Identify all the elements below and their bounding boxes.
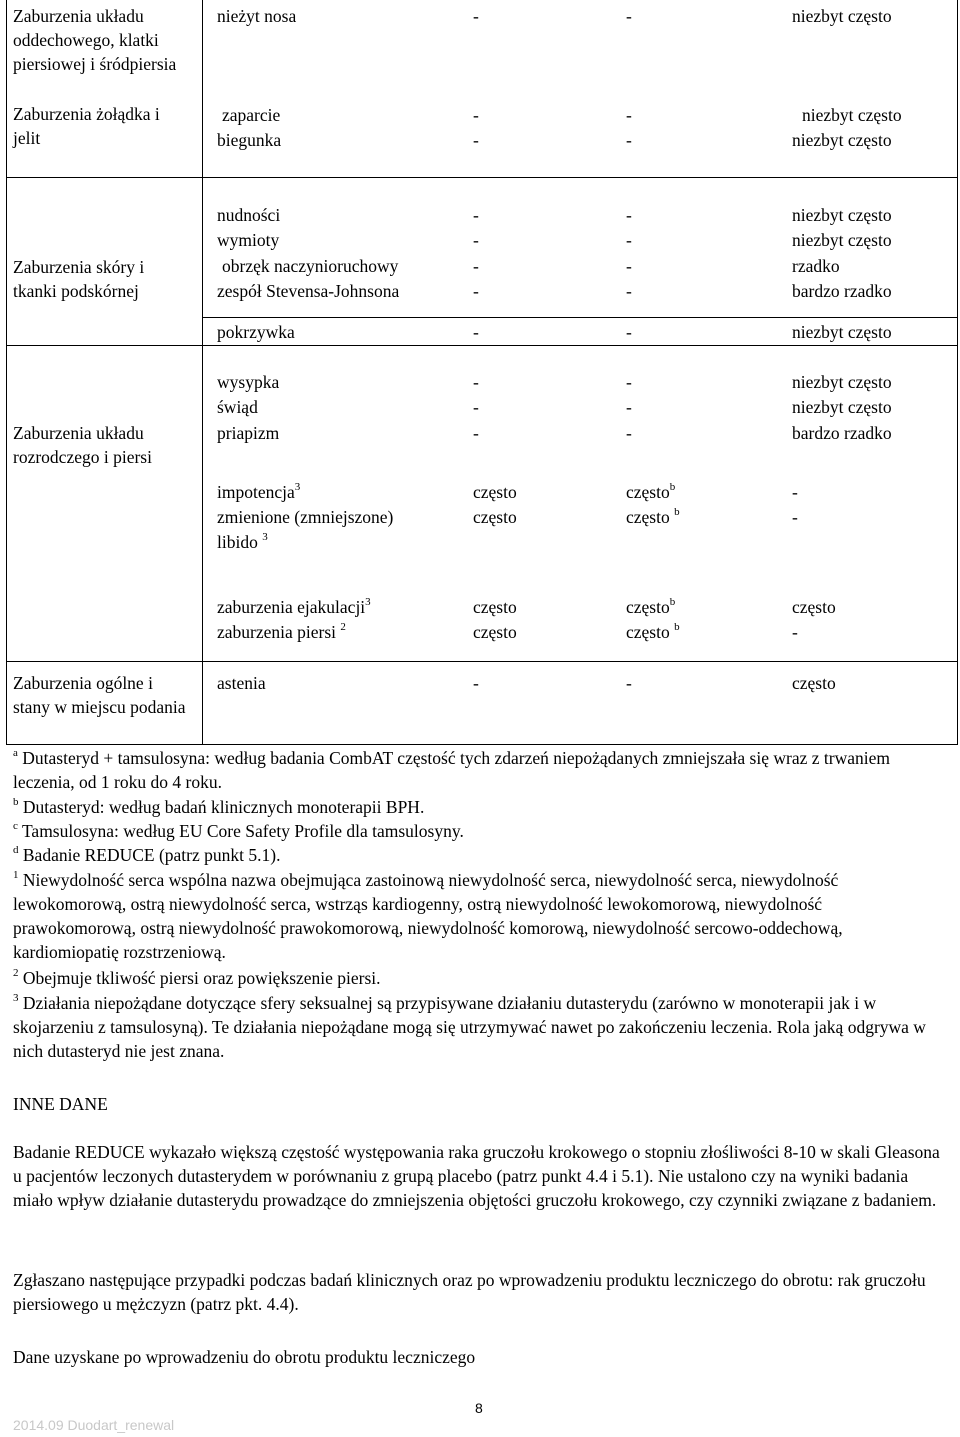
group-label-skin: Zaburzenia skóry i tkanki podskórnej <box>13 257 145 301</box>
cell-col3: niezbyt często <box>792 397 892 417</box>
cell-col2: - <box>626 105 632 125</box>
cell-col1: - <box>473 205 479 225</box>
cell-col1: - <box>473 281 479 301</box>
cell-col1: często <box>473 597 517 617</box>
group-label-general: Zaburzenia ogólne i stany w miejscu podania <box>13 673 186 717</box>
document-id: 2014.09 Duodart_renewal <box>13 1417 175 1433</box>
footnote-1: $^1$ Niewydolność serca wspólna nazwa obejmująca zastoinową niewydolność serca, niewydolność serca, niewydolność lewokomorową, ostrą niewydolność serca, wstrząs kardiogenny, ostrą niewydolność lewokomorową, niewydolność prawokomorową, ostrą niewydolność prawokomorową, niewydolność komorową, niewydolność sercowo-oddechową, kardiomiopatię rozstrzeniową. <box>13 869 843 962</box>
cell-col3: rzadko <box>792 256 840 276</box>
row-name: impotencja$^3$ <box>217 481 301 502</box>
cell-col3: - <box>792 622 798 642</box>
cell-col2: często$^b$ <box>626 596 676 617</box>
footnote-b: $^b$ Dutasteryd: według badań klinicznych monoterapii BPH. <box>13 796 425 817</box>
section-heading: INNE DANE <box>13 1094 108 1114</box>
row-name: świąd <box>217 397 258 417</box>
cell-col3: często <box>792 597 836 617</box>
row-name: priapizm <box>217 423 280 443</box>
cell-col3: niezbyt często <box>792 205 892 225</box>
page-number: 8 <box>475 1400 483 1416</box>
cell-col2: - <box>626 6 632 26</box>
cell-col1: - <box>473 256 479 276</box>
cell-col3: niezbyt często <box>792 322 892 342</box>
cell-col2: - <box>626 230 632 250</box>
cell-col1: - <box>473 322 479 342</box>
cell-col1: często <box>473 622 517 642</box>
group-label-respiratory: Zaburzenia układu oddechowego, klatki piersiowej i śródpiersia <box>13 6 177 74</box>
footnote-3: $^3$ Działania niepożądane dotyczące sfery seksualnej są przypisywane działaniu dutasterydu (zarówno w monoterapii jak i w skojarzeniu z tamsulosyną). Te działania niepożądane mogą się utrzymywać nawet po zakończeniu leczenia. Rola jaką odgrywa w nich dutasteryd nie jest znana. <box>13 992 926 1061</box>
table-border-right <box>957 0 958 745</box>
cell-col3: bardzo rzadko <box>792 423 892 443</box>
footnote-c: $^c$ Tamsulosyna: według EU Core Safety Profile dla tamsulosyny. <box>13 820 464 841</box>
row-name: zaburzenia piersi $^2$ <box>217 621 346 642</box>
cell-col3: niezbyt często <box>802 105 902 125</box>
cell-col1: - <box>473 105 479 125</box>
row-name: obrzęk naczynioruchowy <box>222 256 399 276</box>
row-name: zmienione (zmniejszone) <box>217 507 394 527</box>
cell-col1: - <box>473 397 479 417</box>
group-divider <box>6 177 958 178</box>
row-name: nieżyt nosa <box>217 6 297 26</box>
cell-col3: często <box>792 673 836 693</box>
cell-col2: często$^b$ <box>626 481 676 502</box>
footnote-a: $^a$ Dutasteryd + tamsulosyna: według badania CombAT częstość tych zdarzeń niepożądanych zmniejszała się wraz z trwaniem leczenia, od 1 roku do 4 roku. <box>13 747 890 792</box>
cell-col2: często $^b$ <box>626 506 680 527</box>
row-name: zaburzenia ejakulacji$^3$ <box>217 596 371 617</box>
cell-col2: - <box>626 205 632 225</box>
cell-col1: - <box>473 230 479 250</box>
cell-col2: - <box>626 673 632 693</box>
cell-col1: często <box>473 507 517 527</box>
cell-col1: - <box>473 130 479 150</box>
cell-col3: niezbyt często <box>792 230 892 250</box>
cell-col3: bardzo rzadko <box>792 281 892 301</box>
group-label-gastro: Zaburzenia żołądka i jelit <box>13 104 160 148</box>
cell-col3: niezbyt często <box>792 372 892 392</box>
cell-col1: często <box>473 482 517 502</box>
cell-col1: - <box>473 423 479 443</box>
cell-col1: - <box>473 372 479 392</box>
row-name: wymioty <box>217 230 280 250</box>
cell-col2: - <box>626 256 632 276</box>
row-name: wysypka <box>217 372 280 392</box>
row-name: zespół Stevensa-Johnsona <box>217 281 400 301</box>
cell-col3: niezbyt często <box>792 130 892 150</box>
table-border-left <box>6 0 7 745</box>
row-name: zaparcie <box>222 105 281 125</box>
paragraph-postmarketing: Dane uzyskane po wprowadzeniu do obrotu produktu leczniczego <box>13 1347 476 1367</box>
cell-col3: - <box>792 507 798 527</box>
cell-col3: - <box>792 482 798 502</box>
group-divider <box>6 661 958 662</box>
paragraph-reduce: Badanie REDUCE wykazało większą częstość występowania raka gruczołu krokowego o stopniu złośliwości 8-10 w skali Gleasona u pacjentów leczonych dutasterydem w porównaniu z grupą placebo (patrz punkt 4.4 i 5.1). Nie ustalono czy na wyniki badania miało wpływ działanie dutasterydu prowadzące do zmniejszenia objętości gruczołu krokowego, czy czynniki związane z badaniem. <box>13 1142 940 1210</box>
group-divider <box>6 345 958 346</box>
cell-col2: - <box>626 281 632 301</box>
paragraph-reports: Zgłaszano następujące przypadki podczas badań klinicznych oraz po wprowadzeniu produktu leczniczego do obrotu: rak gruczołu piersiowego u mężczyzn (patrz pkt. 4.4). <box>13 1270 926 1314</box>
cell-col2: - <box>626 397 632 417</box>
footnote-2: $^2$ Obejmuje tkliwość piersi oraz powiększenie piersi. <box>13 967 381 988</box>
row-name-continued: libido $^3$ <box>217 531 268 552</box>
table-border-bottom <box>6 744 958 745</box>
row-name: astenia <box>217 673 266 693</box>
cell-col2: często $^b$ <box>626 621 680 642</box>
cell-col1: - <box>473 6 479 26</box>
cell-col2: - <box>626 130 632 150</box>
group-label-reproductive: Zaburzenia układu rozrodczego i piersi <box>13 423 152 467</box>
row-name: nudności <box>217 205 281 225</box>
footnote-d: $^d$ Badanie REDUCE (patrz punkt 5.1). <box>13 844 281 865</box>
cell-col2: - <box>626 322 632 342</box>
cell-col1: - <box>473 673 479 693</box>
cell-col2: - <box>626 423 632 443</box>
table-column-divider <box>202 0 203 745</box>
row-name: biegunka <box>217 130 282 150</box>
row-name: pokrzywka <box>217 322 295 342</box>
cell-col3: niezbyt często <box>792 6 892 26</box>
row-divider <box>202 317 958 318</box>
cell-col2: - <box>626 372 632 392</box>
